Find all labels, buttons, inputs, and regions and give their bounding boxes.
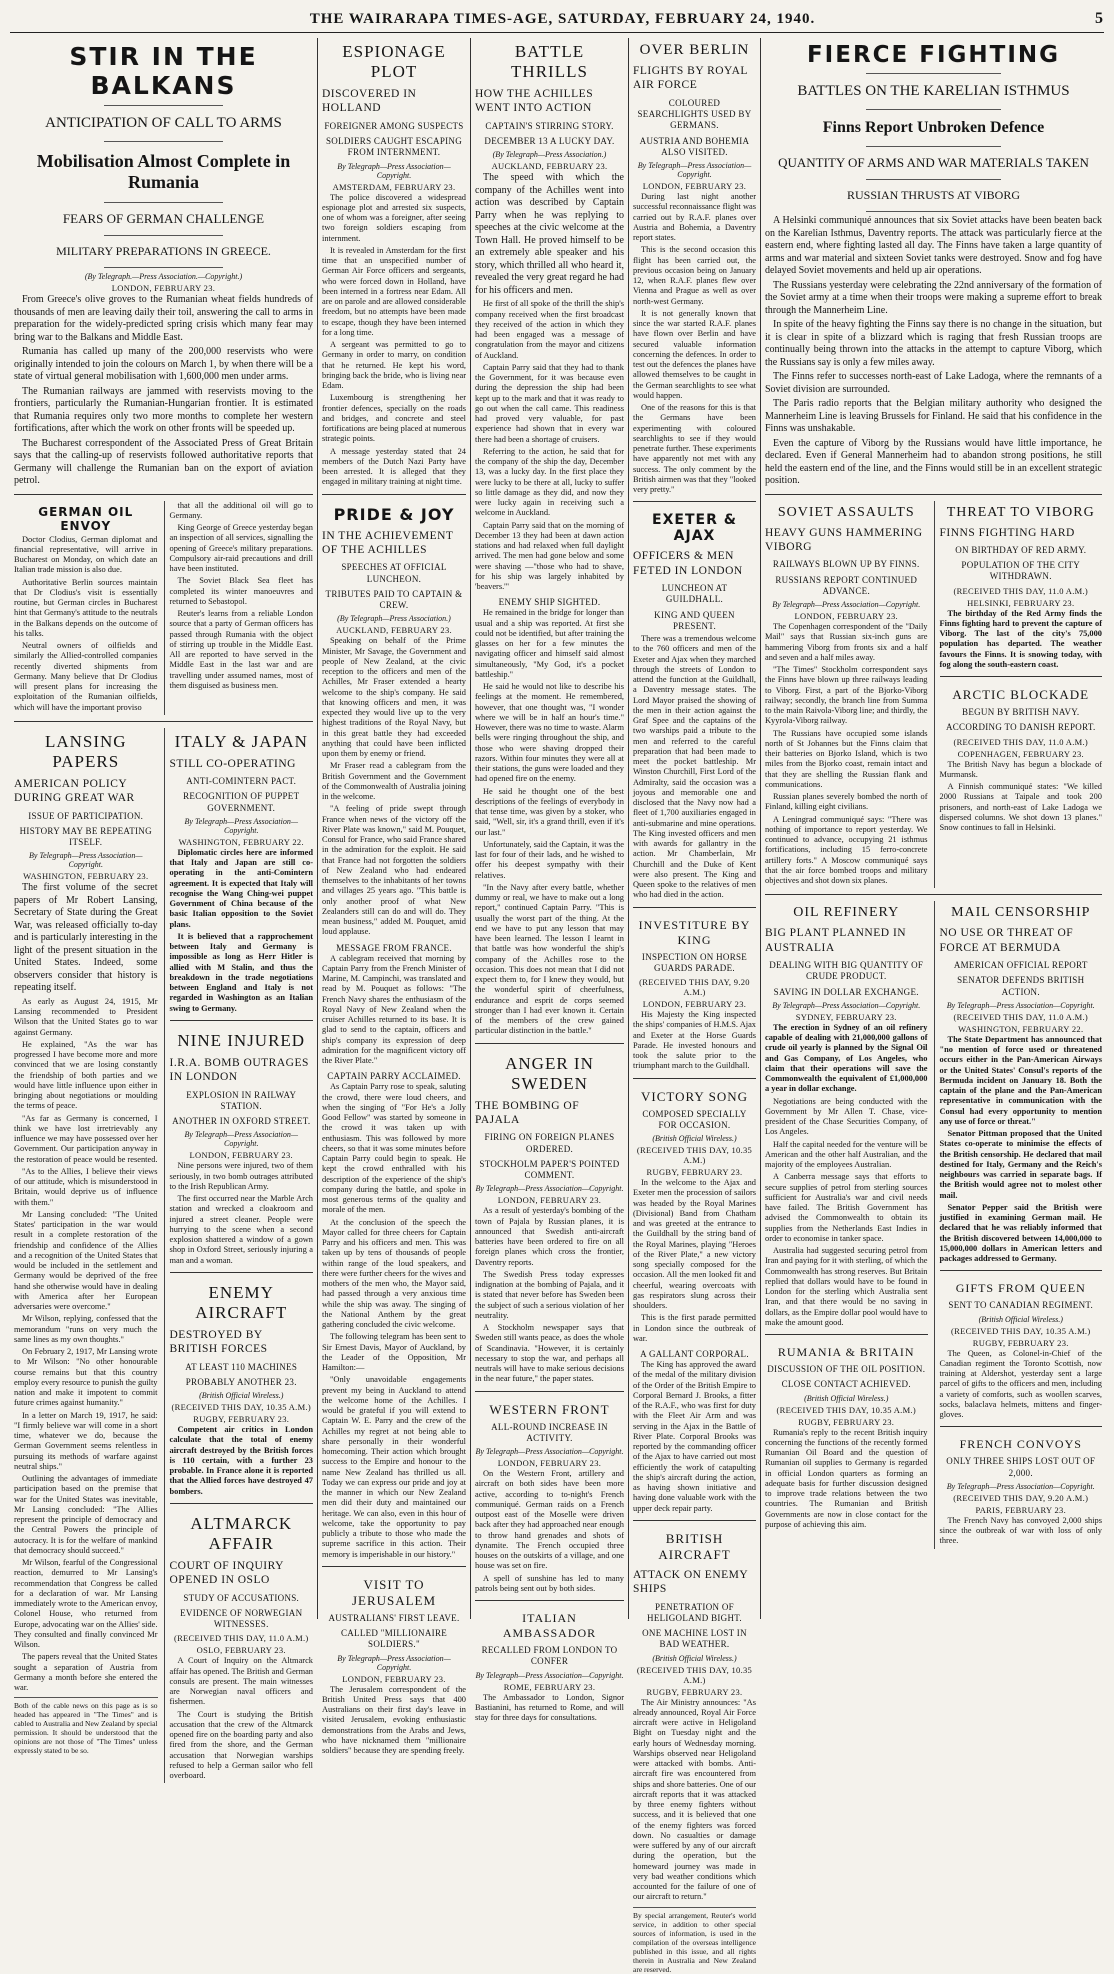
paragraph: The British Navy has begun a blockade of Murmansk. xyxy=(939,759,1102,779)
paragraph: The first volume of the secret papers of Mr Robert Lansing, Secretary of State during the Great War, was released officially to-day and is particularly interesting in the light of the present situation in the United States. Indeed, some observers consider that history is repeating itself. xyxy=(14,882,158,994)
paragraph: The Copenhagen correspondent of the "Daily Mail" says that Russian six-inch guns are hammering Viborg from fronts six and a half and seven and a half miles away. xyxy=(765,622,928,662)
headline: NINE INJURED xyxy=(177,1030,306,1050)
article-fierce-fighting xyxy=(765,38,1102,488)
headline: OIL REFINERY xyxy=(793,905,900,921)
headline: SOVIET ASSAULTS xyxy=(777,504,915,520)
paragraph: It is revealed in Amsterdam for the first time that an unspecified number of German Air Force officers and sergeants, who were forced down in Holland, have been interned in a fortress near Edam. All are on parole and are allowed considerable freedom, but no attempts have been made to escape, though they have been interned for a long time. xyxy=(322,245,466,337)
paragraph: Negotiations are being conducted with the Government by Mr Allen T. Chase, vice-president of the Chase Securities Company, of Los Angeles. xyxy=(765,1096,928,1137)
deck: PROBABLY ANOTHER 23. xyxy=(185,1376,297,1387)
paragraph: As early as August 24, 1915, Mr Lansing recommended to President Wilson that the United States go to war against Germany. xyxy=(14,996,158,1037)
paragraph: A message yesterday stated that 24 members of the Dutch Nazi Party have been arrested. It is alleged that they engaged in military training at night time. xyxy=(322,446,466,487)
article-oil-refinery xyxy=(765,901,928,1328)
deck: HOW THE ACHILLES WENT INTO ACTION xyxy=(475,88,594,115)
credit-line: By Telegraph—Press Association—Copyright. xyxy=(184,816,298,835)
dateline: RUGBY, FEBRUARY 23. xyxy=(193,1414,290,1425)
paragraph: The Queen, as Colonel-in-Chief of the Canadian regiment the Toronto Scottish, now training at Aldershot, yesterday sent a large parcel of gifts to the officers and men, including a variety of comforts, such as woollen scarves, socks, balaclava helmets, mittens and finger-gloves. xyxy=(939,1348,1102,1419)
paragraph: The first occurred near the Marble Arch station and wrecked a cloakroom and injured a street cleaner. People were hurrying to the scene when a second explosion shattered a window of a gown shop in Oxford Street, seriously injuring a man and a woman. xyxy=(169,1194,313,1265)
right-upper-columns xyxy=(765,501,1102,889)
paragraph: Referring to the action, he said that for the company of the ship the day, December 13, was a lucky day. In the first place they were lucky to be there at all, lucky to suffer so little damage as they did, and now they were lucky again in receiving such a welcome in Auckland. xyxy=(475,446,624,518)
paragraph: A Canberra message says that efforts to secure supplies of petrol from sterling sources sufficient for Australia's war and civil needs have failed. The British Government has advised the Commonwealth to obtain its supplies from the Netherlands East Indies in order to economise in tanker space. xyxy=(765,1172,928,1243)
deck: ALL-ROUND INCREASE IN ACTIVITY. xyxy=(491,1421,608,1443)
deck: QUANTITY OF ARMS AND WAR MATERIALS TAKEN xyxy=(778,154,1089,170)
dateline: LONDON, FEBRUARY 23. xyxy=(794,611,898,621)
received-line: (RECEIVED THIS DAY, 10.35 A.M.) xyxy=(636,1145,753,1165)
credit-line: (British Official Wireless.) xyxy=(804,1393,889,1403)
footnote: Both of the cable news on this page as is so headed has appeared in "The Times" and is cabled to Australia and New Zealand by special permission. It should be understood that the opinions are not those of "The Times" unless expressly stated to be so. xyxy=(14,1697,158,1755)
deck: KING AND QUEEN PRESENT. xyxy=(654,609,735,631)
deck: I.R.A. BOMB OUTRAGES IN LONDON xyxy=(169,1056,309,1084)
deck: ATTACK ON ENEMY SHIPS xyxy=(633,1568,748,1596)
paragraph: Captain Parry said that on the morning of December 13 they had been at dawn action stations and had relaxed when full daylight arrived. The men had gone below and some were shaving —"those who had to shave, for his ship was largely inhabited by 'beavers.'" xyxy=(475,520,624,591)
subheading: CAPTAIN PARRY ACCLAIMED. xyxy=(327,1071,461,1082)
headline: RUMANIA & BRITAIN xyxy=(777,1345,915,1359)
paragraph: This is the second occasion this flight has been carried out, the previous occasion being on January 12, when R.A.F. planes flew over Vienna and Prague as well as over north-west Germany. xyxy=(633,245,756,306)
deck: RECALLED FROM LONDON TO CONFER xyxy=(481,1645,618,1667)
article-rumania-britain xyxy=(765,1341,928,1530)
right-lower-columns xyxy=(765,901,1102,1548)
paragraph: Rumania's reply to the recent British inquiry concerning the functions of the recently formed Rumanian Oil Board and the question of Rumanian oil supplies to Germany is regarded in official London quarters as forming an adequate basis for further discussion designed to improve trade relations between the two countries. The Rumanian and British Governments are now in close contact for the purpose of achieving this aim. xyxy=(765,1427,928,1529)
article-victory-song xyxy=(633,1085,756,1514)
paragraph: Half the capital needed for the venture will be American and the other half Australian, and the majority of the employees Australian. xyxy=(765,1139,928,1169)
article-anger-sweden xyxy=(475,1050,624,1385)
paragraph: Mr Wilson, fearful of the Congressional reaction, demurred to Mr Lansing's recommendation that Congress be called for a declaration of war. Mr Lansing immediately wrote to the American envoy, Colonel House, who returned from Europe, advocating war on the Allies' side. They consulted and finally convinced Mr Wilson. xyxy=(14,1558,158,1649)
page-number: 5 xyxy=(1095,10,1104,27)
deck: OFFICERS & MEN FETED IN LONDON xyxy=(633,550,743,577)
credit-line: By Telegraph—Press Association—Copyright. xyxy=(184,1130,298,1149)
deck: EVIDENCE OF NORWEGIAN WITNESSES. xyxy=(180,1607,303,1630)
credit-line: (By Telegraph.—Press Association.—Copyright.) xyxy=(84,272,243,281)
masthead xyxy=(10,6,1104,33)
dateline: LONDON, FEBRUARY 23. xyxy=(111,283,216,293)
article-enemy-aircraft xyxy=(170,1279,314,1497)
paragraph: The papers reveal that the United States sought a separation of Austria from Germany a month before she entered the war. xyxy=(14,1652,158,1692)
deck: ON BIRTHDAY OF RED ARMY. xyxy=(955,544,1087,555)
deck: COURT OF INQUIRY OPENED IN OSLO xyxy=(169,1559,284,1587)
deck: ONLY THREE SHIPS LOST OUT OF 2,000. xyxy=(946,1456,1096,1478)
deck: CLOSE CONTACT ACHIEVED. xyxy=(781,1379,911,1390)
deck: ISSUE OF PARTICIPATION. xyxy=(28,810,144,821)
paragraph: A Leningrad communiqué says: "There was nothing of importance to report yesterday. We continued to advance, occupying 21 isthmus fortifications, including 15 ferro-concrete artillery forts." A Moscow communiqué says that the air force bombed troops and military objectives and shot down six planes. xyxy=(765,814,928,885)
article-threat-viborg xyxy=(940,501,1103,671)
dateline: RUGBY, FEBRUARY 23. xyxy=(646,1167,743,1177)
subheading: MESSAGE FROM FRANCE. xyxy=(336,942,452,953)
deck: TRIBUTES PAID TO CAPTAIN & CREW. xyxy=(325,588,463,610)
deck: Finns Report Unbroken Defence xyxy=(822,118,1045,136)
headline: PRIDE & JOY xyxy=(333,504,455,524)
received-line: (RECEIVED THIS DAY, 9.20 A.M.) xyxy=(639,977,750,997)
dateline: SYDNEY, FEBRUARY 23. xyxy=(795,1011,897,1022)
headline: INVESTITURE BY KING xyxy=(638,917,751,947)
deck: ANTI-COMINTERN PACT. xyxy=(186,776,297,787)
masthead-title: THE WAIRARAPA TIMES-AGE, SATURDAY, FEBRUARY 24, 1940. xyxy=(309,10,816,27)
subheading: ENEMY SHIP SIGHTED. xyxy=(498,597,601,608)
deck: THE BOMBING OF PAJALA xyxy=(475,1099,580,1126)
paragraph: Competent air critics in London calculate that the total of enemy aircraft destroyed by the British forces is 110 certain, with a further 23 probable. In France alone it is reported that the Allied forces have destroyed 47 bombers. xyxy=(169,1425,313,1496)
paragraph: The Air Ministry announces: "As already announced, Royal Air Force aircraft were active in Heligoland Bight on Tuesday night and the early hours of Wednesday morning. Warships observed near Heligoland were attacked with bombs. Anti-aircraft fire was encountered from ships and shore batteries. One of our aircraft reports that it was attacked by three enemy fighters without success, and it is believed that one of the enemy fighters was forced down. No casualties or damage were suffered by any of our aircraft during the operation, but the homeward journey was made in very bad weather conditions which accounted for the failure of one of our aircraft to return." xyxy=(633,1697,756,1902)
credit-line: (British Official Wireless.) xyxy=(978,1314,1063,1324)
dateline: LONDON, FEBRUARY 23. xyxy=(642,181,747,191)
dateline: RUGBY, FEBRUARY 23. xyxy=(798,1416,895,1427)
paragraph: Rumania has called up many of the 200,000 reservists who were originally intended to join the colours on March 1, by when there will be a state of virtual general mobilisation with 1,600,000 men under arms. xyxy=(14,346,313,382)
deck: SOLDIERS CAUGHT ESCAPING FROM INTERNMENT. xyxy=(325,136,463,158)
paragraph: The following telegram has been sent to Sir Ernest Davis, Mayor of Auckland, by the Leader of the Opposition, Mr Hamilton:— xyxy=(322,1332,466,1372)
paragraph: The Russians have occupied some islands north of St Johannes but the Finns claim that their batteries on Bjorko Island, which is two miles from the Bjorko coast, remain intact and that they are shelling the Russian flank and communications. xyxy=(765,728,928,789)
headline: THREAT TO VIBORG xyxy=(946,504,1095,520)
column-7-lower xyxy=(934,901,1103,1548)
article-espionage xyxy=(322,38,466,488)
deck: AUSTRALIANS' FIRST LEAVE. xyxy=(328,1612,460,1623)
deck: FINNS FIGHTING HARD xyxy=(939,526,1075,539)
left-block xyxy=(10,38,317,1781)
headline: VICTORY SONG xyxy=(641,1088,748,1104)
paragraph: He explained, "As the war has progressed I have become more and more convinced that we are losing constantly the friendship of both parties and we would have little influence upon either in bringing about negotiations or moulding the terms of peace. xyxy=(14,1039,158,1111)
credit-line: By Telegraph—Press Association—Copyright. xyxy=(946,1481,1095,1491)
dateline: AUCKLAND, FEBRUARY 23. xyxy=(336,625,452,636)
paragraph: He said he thought one of the best descriptions of the feelings of everybody in that tense time, was given by a stoker, who said, "Well, sir, it's a grand thrill, even if it's our last." xyxy=(475,786,624,837)
paragraph: The speed with which the company of the Achilles went into action was described by Captain Parry when he was replying to speeches at the civic welcome at the Town Hall. He proved himself to be an extremely able speaker and his story, which thrilled all who heard it, revealed the very great regard he had for his officers and men. xyxy=(475,172,624,296)
deck: NO USE OR THREAT OF FORCE AT BERMUDA xyxy=(939,927,1074,954)
article-french-convoys xyxy=(940,1433,1103,1546)
received-line: (RECEIVED THIS DAY, 11.0 A.M.) xyxy=(173,1633,309,1644)
paragraph: Doctor Clodius, German diplomat and financial representative, will arrive in Bucharest on Monday, on which date an Italian trade mission is also due. xyxy=(14,534,158,575)
dateline: RUGBY, FEBRUARY 23. xyxy=(646,1686,743,1697)
right-block xyxy=(761,38,1106,1619)
deck: HISTORY MAY BE REPEATING ITSELF. xyxy=(19,825,152,847)
headline: FRENCH CONVOYS xyxy=(959,1437,1082,1452)
headline: GERMAN OIL ENVOY xyxy=(38,504,134,533)
paragraph: "A feeling of pride swept through France when news of the victory off the River Plate was known," said M. Pouquet, Consul for France, who said France shared in the admiration for the exploit. He said that France had not forgotten the soldiers of New Zealand who had endeared themselves to the inhabitants of her towns and villages 25 years ago. "This battle is only another proof of what New Zealanders still can do and will do. They mean business," added M. Pouquet, amid loud applause. xyxy=(322,804,466,937)
deck: IN THE ACHIEVEMENT OF THE ACHILLES xyxy=(322,529,454,556)
deck: RAILWAYS BLOWN UP BY FINNS. xyxy=(772,559,920,570)
dateline: HELSINKI, FEBRUARY 23. xyxy=(967,597,1075,608)
paragraph: The police discovered a widespread espionage plot and arrested six suspects, one of whom was a foreigner, after seeing two foreign soldiers escaping from internment. xyxy=(322,192,466,243)
dateline: COPENHAGEN, FEBRUARY 23. xyxy=(957,748,1084,759)
paragraph: His Majesty the King inspected the ships' companies of H.M.S. Ajax and Exeter at the Horse Guards Parade. He invested honours and took the salute prior to the triumphant march to the Guildhall. xyxy=(633,1010,756,1071)
dateline: AUCKLAND, FEBRUARY 23. xyxy=(491,161,608,172)
paragraph: Mr Wilson, replying, confessed that the memorandum "runs on very much the same lines as my own thoughts." xyxy=(14,1314,158,1344)
deck: RECOGNITION OF PUPPET GOVERNMENT. xyxy=(183,791,300,813)
paragraph: Unfortunately, said the Captain, it was the last for four of their lads, and he wished to offer his deepest sympathy with their relatives. xyxy=(475,839,624,880)
headline: ITALY & JAPAN xyxy=(174,731,308,751)
paragraph: The Soviet Black Sea fleet has completed its winter manoeuvres and returned to Sebastopol. xyxy=(169,576,313,606)
dateline: RUGBY, FEBRUARY 23. xyxy=(972,1337,1069,1348)
deck: EXPLOSION IN RAILWAY STATION. xyxy=(186,1089,297,1111)
column-6-lower xyxy=(765,901,928,1548)
paragraph: The Russians yesterday were celebrating the 22nd anniversary of the formation of the Soviet army at a time when their troops were making a supreme effort to break through the Mannerheim Line. xyxy=(765,279,1102,316)
headline: WESTERN FRONT xyxy=(489,1401,610,1417)
deck: DEALING WITH BIG QUANTITY OF CRUDE PRODUCT. xyxy=(769,960,924,982)
deck: ANOTHER IN OXFORD STREET. xyxy=(172,1116,311,1127)
deck: AUSTRIA AND BOHEMIA ALSO VISITED. xyxy=(639,135,750,157)
paragraph: The Ambassador to London, Signor Bastianini, has returned to Rome, and will stay for three days for consultations. xyxy=(475,1692,624,1722)
dateline: LONDON, FEBRUARY 23. xyxy=(342,1673,446,1684)
paragraph: The Rumanian railways are jammed with reservists moving to the frontiers, particularly the Rumanian-Hungarian frontier. It is estimated that Rumania requires only two more months to complete her western fortifications, after which the work on other fronts will be speeded up. xyxy=(14,385,313,434)
headline: ANGER IN SWEDEN xyxy=(505,1053,594,1093)
paragraph: "In the Navy after every battle, whether dummy or real, we have to make out a long report," continued Captain Parry. "This is usually the worst part of the thing. At the end we have to put any lesson that may have been learned. The lesson I learnt in that battle was how wonderful the ship's company of the Achilles rose to the occasion. This does not mean that I did not expect them to, for I knew they would, but the wonderful spirit of cheerfulness, endurance and esprit de corps seemed stronger than I had ever known it. Certain of the members of the crew gained particular distinction in the battle." xyxy=(475,882,624,1036)
paragraph: Authoritative Berlin sources maintain that Dr Clodius's visit is essentially routine, but German circles in Bucharest hint that Germany's attitude to the neutrals in the Balkans depends on the outcome of his talks. xyxy=(14,577,158,638)
credit-line: (British Official Wireless.) xyxy=(652,1134,737,1143)
deck: RUSSIANS REPORT CONTINUED ADVANCE. xyxy=(775,574,918,596)
credit-line: (By Telegraph—Press Association.) xyxy=(492,150,607,160)
received-line: (RECEIVED THIS DAY, 11.0 A.M.) xyxy=(953,1011,1089,1022)
dateline: ROME, FEBRUARY 23. xyxy=(503,1681,596,1692)
paragraph: Speaking on behalf of the Prime Minister, Mr Savage, the Government and people of New Zealand, at the civic reception to the officers and men of the Achilles, Mr Fraser extended a hearty welcome to the ship's company. He said that knowing officers and men, it was expected they would live up to the very highest traditions of the Royal Navy, but in this great battle they had exceeded anything that could have been inflicted upon them by enemy or friend. xyxy=(322,636,466,758)
paragraph: Australia had suggested securing petrol from Iran and paying for it with sterling, of which the Commonwealth has strong reserves. But Britain replied that dollars would have to be found in London for the sterling which Australia sent Iran, and that there would be no saving in dollars, as the Empire dollar pool would have to make the amount good. xyxy=(765,1246,928,1327)
received-line: (RECEIVED THIS DAY, 10.35 A.M.) xyxy=(776,1404,916,1415)
paragraph: "As to the Allies, I believe their views of our attitude, which is misunderstood in Britain, would deprive us of influence with them." xyxy=(14,1166,158,1207)
paragraph: As Captain Parry rose to speak, saluting the crowd, there were loud cheers, and when the singing of "For He's a Jolly Good Fellow" was started by someone in the crowd it was taken up with enthusiasm. This was followed by more cheers, so that it was some minutes before Captain Parry could begin to speak. He kept the crowd enthralled with his description of the experience of the ship's company during the battle, and spoke in most generous terms of the quality and morale of the men. xyxy=(322,1082,466,1215)
deck: BIG PLANT PLANNED IN AUSTRALIA xyxy=(765,927,907,954)
dateline: LONDON, FEBRUARY 23. xyxy=(642,999,747,1009)
received-line: (RECEIVED THIS DAY, 11.0 A.M.) xyxy=(953,736,1089,747)
deck: AMERICAN OFFICIAL REPORT xyxy=(953,960,1088,970)
headline: BATTLE THRILLS xyxy=(511,42,588,81)
credit-line: (British Official Wireless.) xyxy=(652,1653,737,1663)
article-italian-ambassador xyxy=(475,1607,624,1723)
paragraph: The Swedish Press today expresses indignation at the bombing of Pajala, and it is stated that never before has Sweden been the subject of such a serious violation of her neutrality. xyxy=(475,1269,624,1320)
deck: BATTLES ON THE KARELIAN ISTHMUS xyxy=(797,83,1070,99)
headline: LANSING PAPERS xyxy=(44,731,127,771)
paragraph: The Finns refer to successes north-east of Lake Ladoga, where the remnants of a Soviet division are surrounded. xyxy=(765,371,1102,395)
paragraph: Nine persons were injured, two of them seriously, in two bomb outrages attributed to the Irish Republican Army. xyxy=(169,1161,313,1191)
article-jerusalem xyxy=(322,1573,466,1757)
article-nine-injured xyxy=(170,1027,314,1266)
paragraph: The Court is studying the British accusation that the crew of the Altmarck opened fire on the boarding party and also fired from the shore, and the German accusation that Norwegian warships refused to help a German sailor who fell overboard. xyxy=(169,1709,313,1781)
paragraph: "The Times" Stockholm correspondent says the Finns have blown up three railways leading to Viborg. First, a part of the Bjorko-Viborg railway; secondly, the branch line from Summa to the main Raivola-Viborg line; and thirdly, the Kyyrola-Viborg railway. xyxy=(765,665,928,726)
credit-line: By Telegraph—Press Association—Copyright. xyxy=(475,1447,624,1456)
deck: FLIGHTS BY ROYAL AIR FORCE xyxy=(633,65,748,92)
deck: STOCKHOLM PAPER'S POINTED COMMENT. xyxy=(479,1158,620,1180)
paragraph: One of the reasons for this is that the Germans have been experimenting with coloured searchlights to see if they would penetrate further. These experiments have apparently not met with any success. The only comment by the British airmen was that they "looked very pretty." xyxy=(633,403,756,494)
headline: ALTMARCK AFFAIR xyxy=(190,1513,293,1553)
credit-line: (British Official Wireless.) xyxy=(199,1391,284,1401)
paragraph: A spell of sunshine has led to many patrols being sent out by both sides. xyxy=(475,1573,624,1593)
deck: AMERICAN POLICY DURING GREAT WAR xyxy=(14,777,135,805)
paragraph: He remained in the bridge for longer than usual and a ship was reported. At first she could not be identified, but after training the glasses on her for a few minutes the navigating officer and himself said almost simultaneously, "My God, it's a pocket battleship." xyxy=(475,608,624,679)
footnote: By special arrangement, Reuter's world service, in addition to other special sources of information, is used in the compilation of the overseas intelligence published in this issue, and all rights therein in Australia and New Zealand are reserved. xyxy=(633,1907,756,1974)
article-exeter-ajax xyxy=(633,508,756,900)
paragraph: As a result of yesterday's bombing of the town of Pajala by Russian planes, it is announced that Swedish anti-aircraft batteries have been ordered to fire on all foreign planes which cross the frontier, Daventry reports. xyxy=(475,1206,624,1267)
paragraph: Outlining the advantages of immediate participation based on the premise that war for the United States was inevitable, Mr Lansing concluded: "The Allies represent the principle of democracy and the Central Powers the principle of autocracy. It is for the welfare of mankind that democracy should succeed." xyxy=(14,1474,158,1555)
deck: ANTICIPATION OF CALL TO ARMS xyxy=(45,115,282,131)
credit-line: By Telegraph—Press Association—Copyright. xyxy=(475,1184,624,1194)
paragraph: Luxembourg is strengthening her frontier defences, specially on the roads and bridges, and concrete and steel fortifications are being placed at numerous strategic points. xyxy=(322,393,466,444)
deck: ACCORDING TO DANISH REPORT. xyxy=(945,722,1096,733)
deck: BEGUN BY BRITISH NAVY. xyxy=(962,707,1080,718)
received-line: (RECEIVED THIS DAY, 10.35 A.M.) xyxy=(951,1325,1091,1336)
paragraph: A sergeant was permitted to go to Germany in order to marry, on condition that he returned. He kept his word, bringing back the bride, who is living near Edam. xyxy=(322,340,466,390)
article-altmarck xyxy=(170,1510,314,1782)
deck: INSPECTION ON HORSE GUARDS PARADE. xyxy=(641,951,748,973)
dateline: PARIS, FEBRUARY 23. xyxy=(975,1504,1067,1515)
subheading: A GALLANT CORPORAL. xyxy=(640,1349,749,1359)
column-2-lower xyxy=(164,728,314,1784)
paragraph: The Paris radio reports that the Belgian military authority who designed the Mannerheim Line is leaving Brussels for Finland. He said that his confidence in the Finns was unshakable. xyxy=(765,398,1102,434)
paragraph: Diplomatic circles here are informed that Italy and Japan are still co-operating in the anti-Comintern agreement. It is expected that Italy will recognise the Wang Ching-wei puppet Government of China because of the basic Italian opposition to the Soviet plans. xyxy=(169,847,313,929)
credit-line: By Telegraph—Press Association—Copyright. xyxy=(337,161,451,180)
headline: MAIL CENSORSHIP xyxy=(951,905,1091,921)
received-line: (RECEIVED THIS DAY, 10.35 A.M.) xyxy=(636,1664,753,1685)
dateline: AMSTERDAM, FEBRUARY 23. xyxy=(332,181,456,192)
dateline: WASHINGTON, FEBRUARY 22. xyxy=(958,1023,1084,1034)
paragraph: The erection in Sydney of an oil refinery capable of dealing with 21,000,000 gallons of crude oil yearly is planned by the Signal Oil and Gas Company, of Los Angeles, who claim that their operations will save the Commonwealth the equivalent of £1,000,000 a year in dollar exchange. xyxy=(765,1022,928,1094)
deck: CALLED "MILLIONAIRE SOLDIERS." xyxy=(340,1628,448,1650)
paragraph: The King has approved the award of the medal of the military division of the Order of the British Empire to Corporal Bernard J. Brooks, a fitter of the R.A.F., who was first for duty with the Fleet Air Arm and was serving in the Ajax in the Battle of River Plate. Corporal Brooks was reported by the commanding officer of the Ajax to have carried out most efficiently the work of catapulting the ship's aircraft during the action, as having shown initiative and having done valuable work with the upper deck repair party. xyxy=(633,1360,756,1513)
paragraph: During last night another successful reconnaissance flight was carried out by R.A.F. planes over Austria and Bohemia, a Daventry report states. xyxy=(633,192,756,242)
headline: GIFTS FROM QUEEN xyxy=(955,1281,1086,1296)
paragraph: The birthday of the Red Army finds the Finns fighting hard to prevent the capture of Viborg. The last of the city's 75,000 population has departed. The weather favours the Finns. It is snowing today, with fog along the south-eastern coast. xyxy=(939,608,1102,669)
deck: DECEMBER 13 A LUCKY DAY. xyxy=(484,136,615,146)
paragraph: It is not generally known that since the war started R.A.F. planes have flown over Berlin and have secured valuable information concerning the defences. In order to test out the defences the planes have allowed themselves to be caught in the German searchlights to see what would happen. xyxy=(633,308,756,400)
deck: STUDY OF ACCUSATIONS. xyxy=(183,1592,300,1603)
paragraph: From Greece's olive groves to the Rumanian wheat fields hundreds of thousands of men are leaving daily their toil, answering the call to arms in preparation for the widely-predicted spring crisis which many fear may bring war to the Balkans and Middle East. xyxy=(14,294,313,343)
paragraph: Senator Pittman proposed that the United States co-operate to minimise the effects of the British censorship. He declared that mail destined for Italy, Germany and the Reich's neighbours was carried in separate bags. If the British would agree not to molest other mail. xyxy=(939,1129,1102,1200)
oil-envoy-columns xyxy=(14,501,313,715)
column-4 xyxy=(471,38,628,1722)
credit-line: By Telegraph—Press Association—Copyright. xyxy=(29,851,143,870)
deck: MILITARY PREPARATIONS IN GREECE. xyxy=(56,244,271,258)
received-line: (RECEIVED THIS DAY, 11.0 A.M.) xyxy=(953,585,1089,596)
column-5 xyxy=(629,38,760,1974)
paragraph: In spite of the heavy fighting the Finns say there is no change in the situation, but it is clear in spite of a blizzard which is raging that fresh Russian troops are continually being thrown into the attacks in the attempt to capture Viborg, which the Russians say is only a few miles away. xyxy=(765,319,1102,368)
paragraph: The State Department has announced that "no mention of force used or threatened occurs either in the Pan-American Airways or the United States' Consul's reports of the Bermuda incident on January 18. Both the captain of the plane and the Pan-American representative in communication with the Consul had every opportunity to mention any use of force or threat." xyxy=(939,1034,1102,1126)
dateline: WASHINGTON, FEBRUARY 22. xyxy=(178,836,304,847)
headline: ARCTIC BLOCKADE xyxy=(952,687,1090,703)
credit-line: (By Telegraph—Press Association.) xyxy=(337,614,451,624)
article-arctic-blockade xyxy=(940,683,1103,833)
paragraph: The French Navy has convoyed 2,000 ships since the outbreak of war with loss of only three. xyxy=(939,1515,1102,1546)
headline: BRITISH AIRCRAFT xyxy=(658,1530,731,1562)
credit-line: By Telegraph—Press Association—Copyright. xyxy=(337,1653,451,1672)
headline: VISIT TO JERUSALEM xyxy=(351,1576,437,1608)
paragraph: The Jerusalem correspondent of the British United Press says that 400 Australians on their first day's leave in visited Jerusalem, evoking enthusiastic demonstrations from the Arabs and Jews, who have nicknamed them "millionaire soldiers" because they are spending freely. xyxy=(322,1684,466,1755)
paragraph: Russian planes severely bombed the north of Finland, killing eight civilians. xyxy=(765,792,928,812)
deck: SENT TO CANADIAN REGIMENT. xyxy=(948,1300,1094,1311)
paragraph: Reuter's learns from a reliable London source that a party of German officers has passed through Rumania with the object of stirring up trouble in the Middle East. All are reported to have served in the Middle East in the last war and are travelling under assumed names, most of them disguised as business men. xyxy=(169,609,313,690)
paragraph: In the welcome to the Ajax and Exeter men the procession of sailors was headed by the Royal Marines (Divisional) Band from Chatham and was greeted at the entrance to the Guildhall by the string band of the Royal Marines, playing "Heroes of the River Plate," a new victory song specially composed for the occasion. All the men looked fit and cheerful, wearing overcoats with gas respirators slung across their shoulders. xyxy=(633,1178,756,1310)
paragraph: "As far as Germany is concerned, I think we have lost irretrievably any influence we may have possessed over her Government. Our participation anyway in the restoration of peace would be resented. xyxy=(14,1113,158,1164)
dateline: LONDON, FEBRUARY 23. xyxy=(497,1458,602,1468)
deck: SENATOR DEFENDS BRITISH ACTION. xyxy=(957,975,1085,997)
deck: COLOURED SEARCHLIGHTS USED BY GERMANS. xyxy=(637,97,752,131)
paragraph: At the conclusion of the speech the Mayor called for three cheers for Captain Parry and his officers and men. This was taken up by tens of thousands of people within range of the loud speakers, and there were further cheers for the wives and mothers of the men who, the Mayor said, had passed through a very anxious time while the ship was away. The singing of the National Anthem by the great gathering concluded the civic welcome. xyxy=(322,1217,466,1329)
paragraph: In a letter on March 19, 1917, he said: "I firmly believe war will come in a short time, whatever we do, because the German Government seems relentless in pursuing its methods of warfare against neutral ships." xyxy=(14,1410,158,1471)
headline: FIERCE FIGHTING xyxy=(806,42,1061,68)
article-western-front xyxy=(475,1398,624,1595)
lower-left-columns xyxy=(14,728,313,1784)
deck: FIRING ON FOREIGN PLANES ORDERED. xyxy=(484,1132,615,1154)
received-line: (RECEIVED THIS DAY, 9.20 A.M.) xyxy=(953,1492,1089,1503)
deck: SPEECHES AT OFFICIAL LUNCHEON. xyxy=(341,562,447,584)
article-investiture xyxy=(633,914,756,1072)
deck: PENETRATION OF HELIGOLAND BIGHT. xyxy=(647,1601,742,1623)
credit-line: By Telegraph—Press Association—Copyright. xyxy=(772,600,921,609)
article-pride-joy xyxy=(322,501,466,1560)
deck: SAVING IN DOLLAR EXCHANGE. xyxy=(773,986,919,997)
paragraph: On the Western Front, artillery and aircraft on both sides have been more active, according to to-night's French communiqué. German raids on a French outpost east of the Moselle were driven back after they had approached near enough to throw hand grenades and shots of dynamite. The French occupied three houses on the outskirts of a village, and one house was set on fire. xyxy=(475,1469,624,1571)
paragraph: A Stockholm newspaper says that Sweden still wants peace, as does the whole of Scandinavia. "However, it is certainly necessary to stop the war, and perhaps all neutrals will have to make serious decisions in the near future," the paper states. xyxy=(475,1323,624,1384)
deck: LUNCHEON AT GUILDHALL. xyxy=(661,583,728,605)
deck: DISCOVERED IN HOLLAND xyxy=(322,88,417,115)
dateline: WASHINGTON, FEBRUARY 23. xyxy=(23,871,149,882)
paragraph: Even the capture of Viborg by the Russians would have little importance, he declared. Even if General Mannerheim had to abandon strong positions, he still held the eastern end of the line, and the Finns would still be in an excellent strategic position. xyxy=(765,437,1102,486)
paragraph: A Court of Inquiry on the Altmarck affair has opened. The British and German consuls are present. The main witnesses are Norwegian naval officers and fishermen. xyxy=(169,1656,313,1707)
headline: ITALIAN AMBASSADOR xyxy=(502,1611,597,1640)
deck: HEAVY GUNS HAMMERING VIBORG xyxy=(765,526,923,553)
deck: COMPOSED SPECIALLY FOR OCCASION. xyxy=(642,1108,747,1130)
paragraph: that all the additional oil will go to Germany. xyxy=(169,500,313,520)
deck: POPULATION OF THE CITY WITHDRAWN. xyxy=(961,560,1081,582)
paragraph: A cablegram received that morning by Captain Parry from the French Minister of Marine, M. Campinchi, was translated and read by M. Pouquet as follows: "The French Navy shares the enthusiasm of the Royal Navy of New Zealand when the cruiser Achilles returned to its base. It is glad to send to the captain, officers and ship's company its expression of deep admiration for the magnificent victory off the River Plate." xyxy=(322,953,466,1065)
paragraph: On February 2, 1917, Mr Lansing wrote to Mr Wilson: "No other honourable course remains but that this country employ every resource to punish the guilty nation and make it impotent to commit future crimes against humanity." xyxy=(14,1347,158,1408)
paragraph: Captain Parry said that they had to thank the Government, for it was because even during the depression the ship had been kept up to the mark and that it was ready to go out when the call came. This readiness had proved very valuable, for past experience had shown that in every war there had been a shortage of cruisers. xyxy=(475,362,624,444)
paragraph: He first of all spoke of the thrill the ship's company received when the first broadcast they received of the action in which they had been engaged was a message of congratulation from the mayor and citizens of Auckland. xyxy=(475,299,624,360)
deck: ONE MACHINE LOST IN BAD WEATHER. xyxy=(642,1628,747,1650)
paragraph: It is believed that a rapprochement between Italy and Germany is impossible as long as Herr Hitler is allied with M Stalin, and thus the breakdown in the trade negotiations between England and Italy is not regarded in Washington as an Italian swing to Germany. xyxy=(169,931,313,1013)
paragraph: The Bucharest correspondent of the Associated Press of Great Britain says that the calling-up of reservists followed authoritative reports that Germany will challenge the Rumanian ban on the export of aviation petrol. xyxy=(14,437,313,486)
dateline: OSLO, FEBRUARY 23. xyxy=(196,1645,286,1656)
headline: OVER BERLIN xyxy=(639,42,750,58)
article-mail-censorship xyxy=(940,901,1103,1264)
paragraph: Mr Lansing concluded: "The United States' participation in the war would result in a complete restoration of the friendship and confidence of the Allies and a recognition of the United States that would be included in the settlement and Germany would be deprived of the free hand she otherwise would have in dealing with America after her European adversaries were overcome." xyxy=(14,1209,158,1311)
article-gifts-queen xyxy=(940,1277,1103,1420)
article-over-berlin xyxy=(633,38,756,495)
deck: Mobilisation Almost Complete in Rumania xyxy=(36,150,291,192)
deck: RUSSIAN THRUSTS AT VIBORG xyxy=(846,188,1021,202)
paragraph: King George of Greece yesterday began an inspection of all services, signalling the opening of Greece's military preparations. Compulsory air-raid precautions and drill have been instituted. xyxy=(169,523,313,573)
article-battle-thrills xyxy=(475,38,624,1037)
paragraph: A Finnish communiqué states: "We killed 2000 Russians at Taipale and took 200 prisoners, and north-east of Lake Ladoga we dispersed columns. We shot down 13 planes." Snow continues to fall in Helsinki. xyxy=(939,782,1102,833)
paragraph: A Helsinki communiqué announces that six Soviet attacks have been beaten back on the Karelian Isthmus, Daventry reports. The attack was particularly fierce at the eastern end, where fighting lasted all day. The Finns have taken a large quantity of arms and war material and sixteen Soviet tanks were destroyed. Snow and fog have delayed Soviet movements and held up air operations. xyxy=(765,215,1102,276)
paragraph: There was a tremendous welcome to the 760 officers and men of the Exeter and Ajax when they marched through the streets of London to attend the function at the Guildhall, a Daventry message states. The Lord Mayor praised the showing of the men in their action against the Graf Spee and the captains of the two warships paid a tribute to the men and referred to the careful preparation that had been made to meet the pocket battleship. Mr Winston Churchill, First Lord of the Admiralty, said the occasion was a joyous and memorable one and disclosed that the Navy now had a fleet of 1,700 auxiliaries engaged in anti-submarine and mine operations. The King invested officers and men with awards for gallantry in the action. Mr Chamberlain, Mr Churchill and the Duke of Kent were also present. The King and Queen spoke to the relatives of men who had died in the action. xyxy=(633,634,756,900)
paragraph: Mr Fraser read a cablegram from the British Government and the Government of the Commonwealth of Australia joining in the welcome. xyxy=(322,761,466,801)
column-7-upper xyxy=(934,501,1103,889)
headline: STIR IN THE BALKANS xyxy=(69,42,258,100)
deck: FEARS OF GERMAN CHALLENGE xyxy=(62,210,265,226)
article-lansing xyxy=(14,728,158,1784)
deck: CAPTAIN'S STIRRING STORY. xyxy=(485,120,614,131)
credit-line: By Telegraph—Press Association—Copyright. xyxy=(637,161,752,179)
deck: FOREIGNER AMONG SUSPECTS xyxy=(324,120,464,131)
article-balkans xyxy=(14,38,313,488)
credit-line: By Telegraph—Press Association—Copyright. xyxy=(946,1000,1095,1010)
dateline: LONDON, FEBRUARY 23. xyxy=(497,1195,602,1206)
deck: AT LEAST 110 MACHINES xyxy=(185,1361,298,1372)
deck: DISCUSSION OF THE OIL POSITION. xyxy=(767,1364,926,1374)
article-soviet-assaults xyxy=(765,501,928,889)
paragraph: Senator Pepper said the British were justified in examining German mail. He declared that he was reliably informed that the British discovered between 14,000,000 to 15,000,000 dollars in American letters and packages addressed to Germany. xyxy=(939,1202,1102,1263)
article-italy-japan xyxy=(170,728,314,1014)
paragraph: This is the first parade permitted in London since the outbreak of war. xyxy=(633,1313,756,1343)
credit-line: By Telegraph—Press Association—Copyright. xyxy=(475,1670,624,1680)
headline: EXETER & AJAX xyxy=(652,512,737,545)
paragraph: Neutral owners of oilfields and similarly the Allied-controlled companies recently diverted shipments from Germany. Many believe that Dr Clodius will present plans for increasing the exploitation of the Rumanian oilfields, which will have the important proviso xyxy=(14,641,158,712)
deck: DESTROYED BY BRITISH FORCES xyxy=(169,1328,268,1356)
deck: STILL CO-OPERATING xyxy=(169,757,296,770)
headline: ENEMY AIRCRAFT xyxy=(195,1282,288,1322)
received-line: (RECEIVED THIS DAY, 10.35 A.M.) xyxy=(171,1402,311,1413)
headline: ESPIONAGE PLOT xyxy=(342,42,446,81)
paragraph: "Only unavoidable engagements prevent my being in Auckland to attend the welcome home of the Achilles. I would be grateful if you will extend to Captain W. E. Parry and the crew of the Achilles my regret at not being able to share personally in their wonderful homecoming. Their action which brought success to the Empire and honour to the name New Zealand has thrilled us all. Today we can express our pride and joy at the manner in which our New Zealand men did their duty and maintained our heritage. We can also, even in this hour of welcome, take the opportunity to pay publicly a tribute to those who made the supreme sacrifice in this action. Their memory is imperishable in our history." xyxy=(322,1375,466,1559)
paragraph: He said he would not like to describe his feelings at the moment. He remembered, however, that one thought was, "I wonder where we will be in half an hour's time." However, there was no time to waste. Alarm bells were ringing throughout the ship, and those who were shaving dropped their razors. Within four minutes they were all at their stations, the guns were loaded and they had opened fire on the enemy. xyxy=(475,682,624,784)
dateline: LONDON, FEBRUARY 23. xyxy=(189,1150,293,1161)
credit-line: By Telegraph—Press Association—Copyright. xyxy=(772,1000,921,1010)
article-british-aircraft xyxy=(633,1527,756,1974)
column-3 xyxy=(318,38,470,1755)
